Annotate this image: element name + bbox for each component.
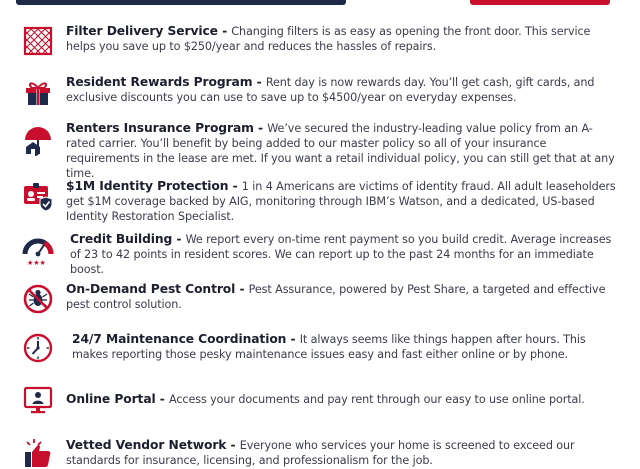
feature-text (70, 232, 622, 277)
monitor-user-icon (22, 384, 54, 416)
svg-text:★★★: ★★★ (27, 259, 46, 266)
no-bug-icon (22, 283, 54, 315)
feature-description: Access your documents and pay rent through our easy to use online portal. (169, 393, 585, 406)
feature-title: Online Portal - (66, 392, 169, 406)
feature-description: Rent day is now rewards day. You’ll get cash, gift cards, and exclusive discounts you can use to save up to $4500/year on everyday expenses. (66, 76, 595, 104)
feature-text (66, 24, 622, 54)
feature-description: Changing filters is as easy as opening the front door. This service helps you save up to $250/year and reduces the hassles of repairs. (66, 25, 591, 53)
feature-description: Pest Assurance, powered by Pest Share, a targeted and effective pest control solution. (66, 283, 606, 311)
header-bar-red (470, 0, 610, 5)
feature-description: Everyone who services your home is screened to exceed our standards for insurance, licensing, and professionalism for the job. (66, 439, 575, 467)
feature-title: 24/7 Maintenance Coordination - (72, 332, 300, 346)
feature-title: Renters Insurance Program - (66, 121, 268, 135)
thumbs-up-icon (22, 437, 54, 469)
feature-title: On-Demand Pest Control - (66, 282, 249, 296)
feature-title: $1M Identity Protection - (66, 179, 242, 193)
air-filter-icon (22, 25, 54, 57)
feature-title: Filter Delivery Service - (66, 24, 232, 38)
feature-description: We’ve secured the industry-leading value policy from an A-rated carrier. You’ll benefit by being added to our master policy so all of your insurance requirements in the lease are met. If you want a retail individual policy, you can still get that at any time. (66, 122, 615, 180)
umbrella-house-icon (22, 125, 54, 157)
id-card-shield-icon (22, 180, 54, 212)
feature-text (72, 332, 622, 362)
gift-icon (22, 76, 54, 108)
feature-text (66, 438, 622, 468)
feature-text (66, 121, 622, 181)
feature-text (66, 392, 622, 407)
feature-description: 1 in 4 Americans are victims of identity fraud. All adult leaseholders get $1M coverage backed by AIG, monitoring through IBM’s Watson, and a dedicated, US-based Identity Restoration Specialist. (66, 180, 616, 223)
feature-title: Vetted Vendor Network - (66, 438, 240, 452)
feature-title: Credit Building - (70, 232, 186, 246)
clock-icon (22, 332, 54, 364)
feature-text (66, 282, 622, 312)
credit-gauge-icon (22, 234, 54, 266)
header-strip (0, 0, 640, 6)
header-bar-navy (16, 0, 346, 5)
feature-text (66, 75, 622, 105)
feature-description: It always seems like things happen after hours. This makes reporting those pesky maintenance issues easy and fast either online or by phone. (72, 333, 586, 361)
feature-description: We report every on-time rent payment so you build credit. Average increases of 23 to 42 points in resident scores. We can report up to the past 24 months for an immediate boost. (70, 233, 612, 276)
feature-title: Resident Rewards Program - (66, 75, 266, 89)
feature-text (66, 179, 622, 224)
